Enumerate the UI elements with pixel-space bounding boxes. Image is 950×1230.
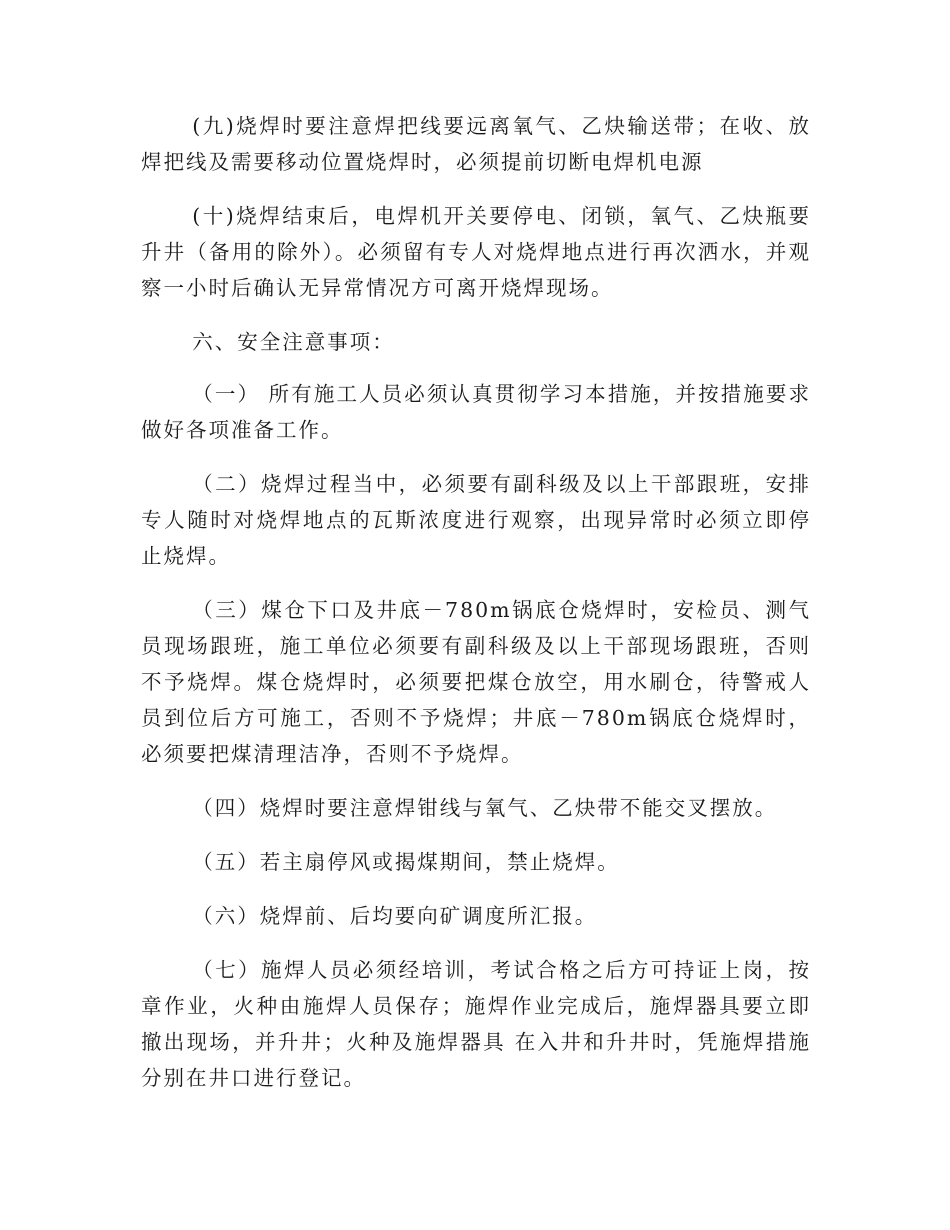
paragraph-safety-3: （三）煤仓下口及井底－780m锅底仓烧焊时，安检员、测气员现场跟班，施工单位必须要有副科级及以上干部现场跟班，否则不予烧焊。煤仓烧焊时，必须要把煤仓放空，用水刷仓，待警戒人员到位后方可施工，否则不予烧焊；井底－780m锅底仓烧焊时，必须要把煤清理洁净，否则不予烧焊。 [141, 598, 811, 766]
paragraph-safety-1: （一） 所有施工人员必须认真贯彻学习本措施，并按措施要求做好各项准备工作。 [141, 382, 811, 442]
paragraph-safety-4: （四）烧焊时要注意焊钳线与氧气、乙炔带不能交叉摆放。 [192, 796, 778, 820]
paragraph-safety-6: （六）烧焊前、后均要向矿调度所汇报。 [192, 904, 598, 928]
section-heading-safety: 六、安全注意事项： [192, 330, 395, 354]
paragraph-item-10: (十)烧焊结束后，电焊机开关要停电、闭锁，氧气、乙炔瓶要升井（备用的除外）。必须留有专人对烧焊地点进行再次洒水，并观察一小时后确认无异常情况方可离开烧焊现场。 [141, 204, 811, 300]
paragraph-safety-7: （七）施焊人员必须经培训，考试合格之后方可持证上岗，按章作业，火种由施焊人员保存；施焊作业完成后，施焊器具要立即撤出现场，并升井；火种及施焊器具 在入井和升井时，凭施焊措施分别在井口进行登记。 [141, 958, 811, 1090]
paragraph-safety-5: （五）若主扇停风或揭煤期间，禁止烧焊。 [192, 850, 620, 874]
document-body [141, 108, 811, 1114]
paragraph-safety-2: （二）烧焊过程当中，必须要有副科级及以上干部跟班，安排专人随时对烧焊地点的瓦斯浓度进行观察，出现异常时必须立即停止烧焊。 [141, 472, 811, 568]
paragraph-item-9: (九)烧焊时要注意焊把线要远离氧气、乙炔输送带；在收、放焊把线及需要移动位置烧焊时，必须提前切断电焊机电源 [141, 114, 811, 174]
